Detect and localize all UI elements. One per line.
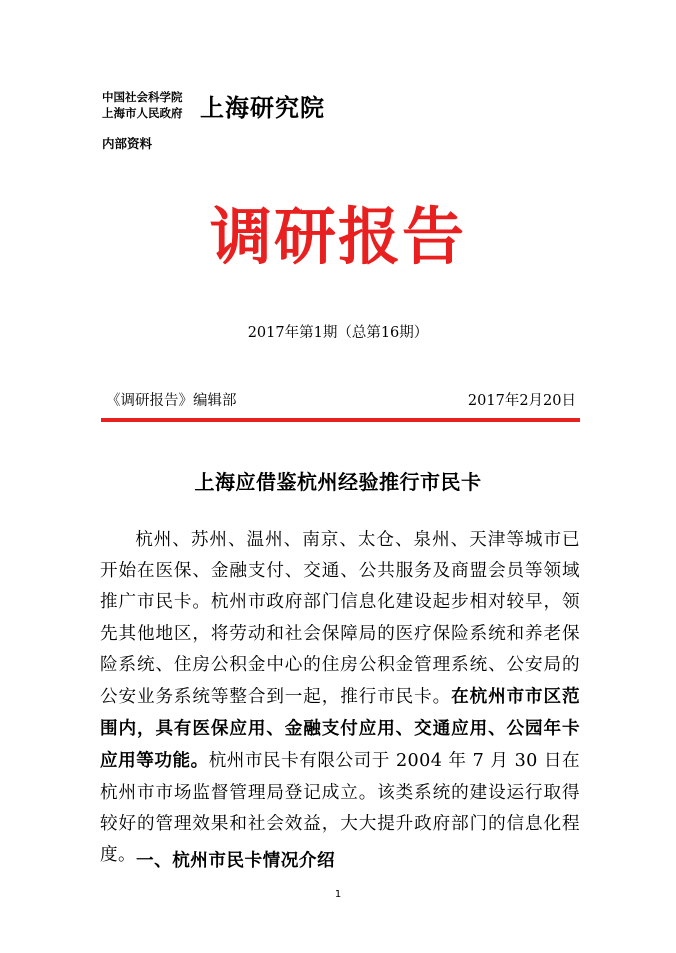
org-name: 上海研究院 [200, 93, 325, 122]
article-title: 上海应借鉴杭州经验推行市民卡 [194, 470, 482, 494]
org-line-cass: 中国社会科学院 [102, 90, 183, 104]
paragraph-text-1: 杭州、苏州、温州、南京、太仓、泉州、天津等城市已开始在医保、金融支付、交通、公共服务及商盟会员等领域推广市民卡。杭州市政府部门信息化建设起步相对较早，领先其他地区，将劳动和社会保障局的医疗保险系统和养老保险系统、住房公积金中心的住房公积金管理系统、公安局的公安业务系统等整合到一起，推行市民卡。 [100, 530, 580, 708]
editorial-department: 《调研报告》编辑部 [106, 393, 237, 409]
paragraph-text-2: 杭州市民卡有限公司于 2004 年 7 月 30 日在杭州市市场监督管理局登记成立。该类系统的建设运行取得较好的管理效果和社会效益，大大提升政府部门的信息化程度。 [100, 751, 580, 866]
section-heading: 一、杭州市民卡情况介绍 [136, 850, 336, 871]
org-parent-lines [102, 89, 183, 121]
red-divider-rule [101, 418, 580, 422]
issue-number: 2017年第1期（总第16期） [247, 325, 429, 341]
report-title: 调研报告 [209, 200, 466, 273]
org-line-shanghai-gov: 上海市人民政府 [102, 106, 183, 120]
article-paragraph [100, 525, 580, 871]
paragraph-bold-text: 在杭州市市区范围内，具有医保应用、金融支付应用、交通应用、公园年卡应用等功能。 [100, 686, 580, 772]
page-number: 1 [334, 889, 342, 900]
publication-date: 2017年2月20日 [467, 393, 576, 409]
classification-label: 内部资料 [102, 136, 153, 151]
